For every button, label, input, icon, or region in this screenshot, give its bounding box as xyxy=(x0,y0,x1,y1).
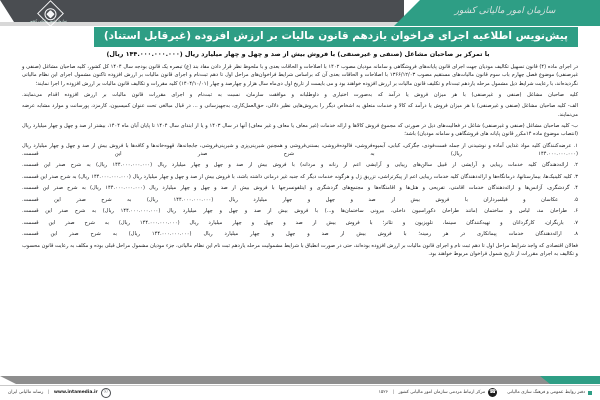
paragraph: فعالان اقتصادی که واجد شرایط مراحل اول تا دهم ثبت نام و اجرای قانون مالیات بر ارزش افزوده بوده‌اند، حتی در صورت انطباق با شرایط مشمولیت مرحله یازدهم ثبت نام این نظام مالیاتی، جزء مودیان مشمول مراحل قبلی بوده و مکلف به رعایت قانون محسوب و تکالیف به اجرای مقررات از تاریخ شمول فراخوان مربوط خواهند بود. xyxy=(22,242,578,257)
footer-hotline-number: ۱۵۲۶ xyxy=(378,390,389,395)
header-calligraphy-text: سازمان امور مالیاتی کشور xyxy=(454,6,556,16)
footer-media-label: رسانه مالیاتی ایران xyxy=(8,390,44,395)
footer-contact-row xyxy=(0,386,600,399)
announcement-body xyxy=(22,63,578,261)
page-footer xyxy=(0,360,600,400)
phone-icon: ☎ xyxy=(488,388,497,397)
square-bullet-icon xyxy=(588,391,592,395)
paragraph: در اجرای ماده (۴) قانون تسهیل تکالیف مودیان جهت اجرای قانون پایانه‌های فروشگاهی و سامانه مودیان مصوب ۱۴۰۲ با اصلاحات و الحاقات بعدی و با ملحوظ نظر قرار دادن مفاد بند (غ) تبصره یک قانون بودجه سال ۱۴۰۴ کل کشور، کلیه صاحبان مشاغل (صنفی و غیرصنفی) موضوع فصل چهارم باب سوم قانون مالیات‌های مستقیم مصوب ۱۳۶۶/۱۲/۰۳ با اصلاحات و الحاقات بعدی آن که براساس شرایط فراخوان‌های مراحل اول تا دهم ثبت‌نام و اجرای قانون مالیات بر ارزش افزوده تاکنون مشمول اجرای این نظام مالیاتی نگردیده‌اند، با رعایت شرایط ذیل مشمول مرحله یازدهم ثبت‌نام و تکلیف قانون مالیات بر ارزش افزوده خواهند بود و می بایست از تاریخ اول دی‌ماه سال هزار و چهارصد و چهار (۱۴۰۴/۱۰/۰۱) کلیه مقررات و تکالیف قانون مالیات بر ارزش افزوده را اجرا نمایند؛ xyxy=(22,64,579,87)
list-item: ۴. گردشگری، آژانس‌ها و ارائه‌دهندگان خدمات اقامتی، تفریحی و هتل‌ها و اقامتگاه‌ها و مجتمع‌های گردشگری و ایتلفونسرجها با فروش بیش از صد و چهل و چهار میلیارد ریال (۱۴۴.۰۰۰.۰۰۰.۰۰۰ ریال) به شرح صدر این قسمت. xyxy=(22,185,578,192)
footer-green-bar xyxy=(540,376,600,384)
list-item: ۵. عکاسان و فیلمبرداران با فروش بیش از صد و چهل و چهار میلیارد ریال (۱۴۴.۰۰۰.۰۰۰.۰۰۰ ریال) به شرح صدر این قسمت. xyxy=(22,196,579,203)
list-item: ۲. ارائه‌دهندگان کلیه خدمات زیبایی و آرایشی از قبیل سالن‌های زیبایی و آرایشی اعم از زنانه و مردانه) با فروش بیش از صد و چهل و چهار میلیارد ریال (۱۴۴.۰۰۰.۰۰۰.۰۰۰ ریال) به شرح صدر این قسمت. xyxy=(22,162,578,169)
page-title: پیش‌نویس اطلاعیه اجرای فراخوان یازدهم قانون مالیات بر ارزش افزوده (غیرقابل استناد) xyxy=(94,27,578,47)
globe-icon: ☉ xyxy=(101,388,111,398)
footer-hotline xyxy=(379,388,498,397)
footer-separator: | xyxy=(392,390,394,395)
paragraph: ب- کلیه صاحبان مشاغل (صنفی و غیرصنفی) شاغل در فعالیت‌های ذیل در صورتی که مجموع فروش کالاها و ارائه خدمات (غیر معاف یا معاف و غیر معاف) آنها در سال ۱۴۰۳ و یا از ابتدای سال ۱۴۰۴ تا پایان آبان ماه ۱۴۰۴، بیشتر از صد و چهل و چهار میلیارد ریال (انتصاب موضوع ماده ۱۴مکرر قانون پایانه های فروشگاهی و سامانه مودیان) باشد؛ xyxy=(22,123,578,138)
list-item: ۳. کلیه کلینیک‌ها، بیمارستانها، درمانگاه‌ها و ارائه‌دهندگان کلیه خدمات زیبایی اعم از پیکرتراشی، تزریق ژل و هرگونه خدمات دیگر که جنبه غیر درمانی داشته باشد، با فروش بیش از صد و چهل و چهار میلیارد ریال (۱۴۴.۰۰۰.۰۰۰.۰۰۰ ریال) به شرح صدر این قسمت. xyxy=(22,173,578,180)
page-subtitle: با تمرکز بر صاحبان مشاغل (صنفی و غیرصنفی) با فروش بیش از صد و چهل و چهار میلیارد ریال (۱۴۴.۰۰۰.۰۰۰.۰۰۰ ریال) xyxy=(106,50,490,58)
footer-office xyxy=(507,390,592,395)
footer-website[interactable] xyxy=(8,388,111,398)
list-item: ۶. طراحان مد، لباس و ساختمان (مانند طراحان دکوراسیون داخلی، بیرونی ساختمان‌ها و...) با فروش بیش از صد و چهل و چهار میلیارد ریال (۱۴۴.۰۰۰.۰۰۰.۰۰۰ ریال) به شرح صدر این قسمت. xyxy=(22,208,578,215)
footer-hotline-label: مرکز ارتباط مردمی سازمان امور مالیاتی کشور xyxy=(398,390,486,395)
logo-caption: سازمان امور مالیاتی کشور xyxy=(29,19,67,23)
footer-website-url[interactable]: www.intamedia.ir xyxy=(53,390,98,395)
footer-separator-2: | xyxy=(47,390,50,395)
page-header xyxy=(0,0,600,26)
list-item: ۱. عرضه‌کنندگان کلیه مواد غذایی آماده و نوشیدنی از جمله فست‌فودی، جگرکی، کبابی، آبمیوه‌فروشی، فالوده‌فروشی، بستنی‌فروشی و همچنین شیرینی‌پزی و شیرینی‌فروشی، جابجانه‌ها، قهوه‌خانه‌ها و کافه‌ها با فروش بیش از صد و چهل و چهار میلیارد ریال (۱۴۴.۰۰۰.۰۰۰.۰۰۰ ریال) به شرح صدر این قسمت. xyxy=(22,142,578,157)
paragraph: کلیه صاحبان مشاغل (صنفی و غیرصنفی) با هر میزان فروش یا درآمد که به‌صورت اختیاری و داوطلبانه و موافقت سازمان، نسبت به ثبت‌نام و اجرای مقررات قانون مالیات بر ارزش افزوده اقدام می‌نمایند. xyxy=(22,91,578,98)
footer-gray-bar xyxy=(0,376,552,384)
list-item: ۸. ارائه‌دهندگان خدمات پیمانکاری در هر زمینه؛ با فروش بیش از صد و چهل و چهار میلیارد ریال (۱۴۴.۰۰۰.۰۰۰.۰۰۰ ریال) به شرح صدر این قسمت. xyxy=(22,231,579,238)
list-item: ۷. بازیگران، کارگردانان و تهیه‌کنندگان سینما، تلویزیون و تئاتر؛ با فروش بیش از صد و چهل و چهار میلیارد ریال (۱۴۴.۰۰۰.۰۰۰.۰۰۰ ریال) به شرح صدر این قسمت. xyxy=(22,219,578,226)
paragraph: الف- کلیه صاحبان مشاغل (صنفی و غیرصنفی) با هر میزان فروش یا درآمد که کالا و خدمات متعلق به اشخاص دیگر را به‌روش‌هایی نظیر دلالی، حق‌العمل‌کاری، به‌جهیزسانی و ... در قبال مبالغی تحت عنوان کمیسیون، کارمزد، پورسانت و موارد مشابه عرضه می‌نمایند. xyxy=(22,103,578,118)
footer-office-label: دفتر روابط عمومی و فرهنگ سازی مالیاتی xyxy=(507,390,585,395)
